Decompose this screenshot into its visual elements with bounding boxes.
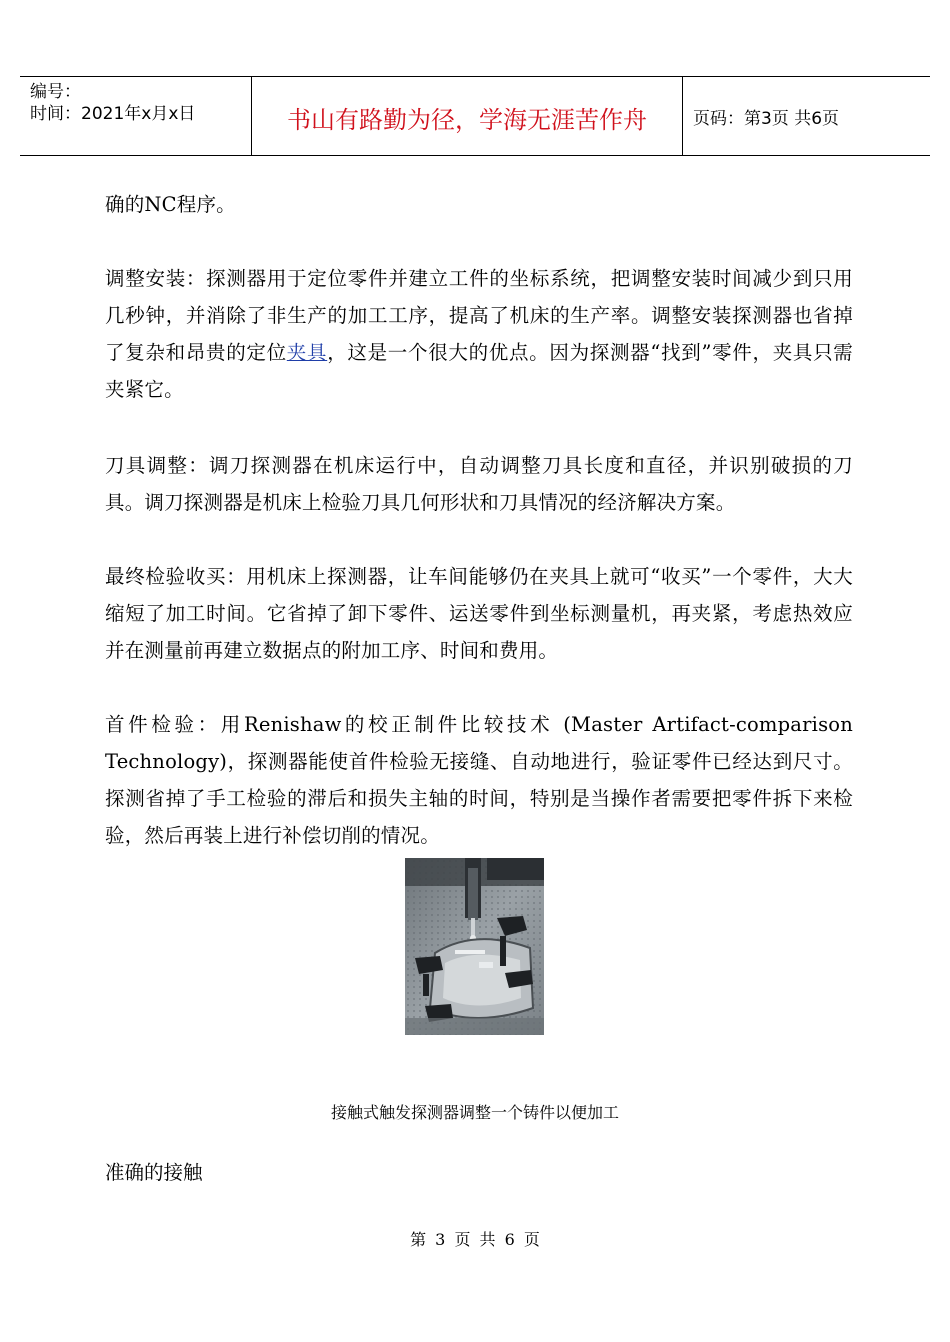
header-page-cell xyxy=(683,77,930,155)
section-heading: 准确的接触 xyxy=(105,1161,203,1184)
paragraph-first-article: 首件检验：用Renishaw的校正制件比较技术 (Master Artifact-comparison Technology)，探测器能使首件检验无接缝、自动地进行，验证零件已经达到尺寸。探测省掉了手工检验的滞后和损失主轴的时间，特别是当操作者需要把零件拆下来检验，然后再装上进行补偿切削的情况。 xyxy=(105,713,853,847)
paragraph-continuation: 确的NC程序。 xyxy=(105,193,236,216)
header-table xyxy=(20,76,930,156)
page-number-label: 页码：第3页 共6页 xyxy=(693,109,840,129)
fixture-link[interactable]: 夹具 xyxy=(286,341,328,364)
page-footer: 第 3 页 共 6 页 xyxy=(410,1230,540,1249)
motto-text: 书山有路勤为径，学海无涯苦作舟 xyxy=(287,106,647,134)
figure-caption: 接触式触发探测器调整一个铸件以便加工 xyxy=(330,1103,619,1122)
serial-number-label: 编号： xyxy=(30,82,81,102)
paragraph-tool-setting: 刀具调整：调刀探测器在机床运行中，自动调整刀具长度和直径，并识别破损的刀具。调刀探测器是机床上检验刀具几何形状和刀具情况的经济解决方案。 xyxy=(105,454,853,514)
paragraph-final-inspection: 最终检验收买：用机床上探测器，让车间能够仍在夹具上就可“收买”一个零件，大大缩短了加工时间。它省掉了卸下零件、运送零件到坐标测量机，再夹紧，考虑热效应并在测量前再建立数据点的附加工序、时间和费用。 xyxy=(105,565,853,662)
paragraph-setup-text-2: ，这是一个很大的优点。因为探测器“找到”零件，夹具只需夹紧它。 xyxy=(105,341,853,401)
paragraph-setup xyxy=(105,260,853,408)
header-left-cell xyxy=(20,77,252,155)
paragraph-setup-text-1: 调整安装：探测器用于定位零件并建立工件的坐标系统，把调整安装时间减少到只用几秒钟，并消除了非生产的加工工序，提高了机床的生产率。调整安装探测器也省掉了复杂和昂贵的定位 xyxy=(105,267,853,364)
date-label: 时间：2021年x月x日 xyxy=(30,104,196,124)
machine-probe-photo xyxy=(405,858,544,1035)
header-motto-cell xyxy=(252,77,683,155)
